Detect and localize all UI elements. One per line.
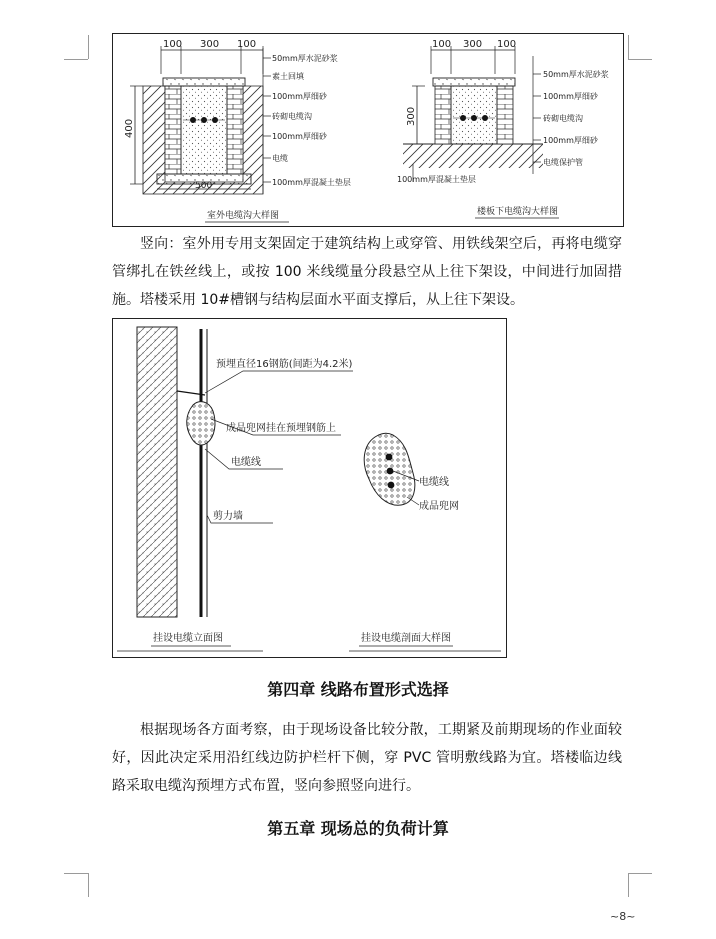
- right-dim-100a: 100: [432, 39, 452, 50]
- crop-mark: [64, 59, 88, 60]
- right-trench-section: [397, 39, 609, 218]
- crop-mark: [64, 873, 88, 874]
- label-cable-section: 电缆线: [419, 477, 449, 488]
- crop-mark: [88, 873, 89, 897]
- left-trench-section: [124, 39, 351, 222]
- right-height-dim: 300: [406, 106, 417, 126]
- cable-hanging-figure: [112, 318, 507, 658]
- left-callout: 100mm厚细砂: [272, 132, 327, 141]
- page-number: ~8~: [610, 910, 636, 923]
- left-callout: 100mm厚混凝土垫层: [272, 178, 351, 187]
- left-callout: 素土回填: [272, 72, 304, 81]
- label-shear-wall: 剪力墙: [213, 511, 243, 522]
- label-rebar: 预埋直径16钢筋(间距为4.2米): [216, 359, 353, 370]
- left-height-dim: 400: [124, 118, 135, 138]
- right-callout: 电缆保护管: [543, 158, 583, 167]
- cable-hanging-drawing: [113, 319, 506, 657]
- right-callout: 100mm厚细砂: [543, 136, 598, 145]
- right-callout: 100mm厚细砂: [543, 92, 598, 101]
- trench-section-figure: [112, 33, 624, 227]
- left-dim-100a: 100: [163, 39, 183, 50]
- right-bottom-note: 100mm厚混凝土垫层: [397, 175, 476, 184]
- right-dim-300: 300: [463, 39, 483, 50]
- label-net-section: 成品兜网: [419, 501, 459, 512]
- trench-section-drawing: [113, 34, 623, 226]
- right-callout: 50mm厚水泥砂浆: [543, 70, 609, 79]
- right-trench-caption: 楼板下电缆沟大样图: [477, 207, 559, 217]
- left-callout: 50mm厚水泥砂浆: [272, 54, 338, 63]
- paragraph-vertical-installation: 竖向：室外用专用支架固定于建筑结构上或穿管、用铁线架空后，再将电缆穿管绑扎在铁丝线上，或按 100 米线缆量分段悬空从上往下架设，中间进行加固措施。塔楼采用 10#槽钢与结构层面水平面支撑后，从上往下架设。: [112, 236, 622, 308]
- left-callout: 100mm厚细砂: [272, 92, 327, 101]
- right-dim-100b: 100: [497, 39, 517, 50]
- paragraph-route-selection: 根据现场各方面考察，由于现场设备比较分散，工期紧及前期现场的作业面较好，因此决定采用沿红线边防护栏杆下侧，穿 PVC 管明敷线路为宜。塔楼临边线路采取电缆沟预埋方式布置，竖向参照竖向进行。: [112, 722, 622, 794]
- label-cable: 电缆线: [231, 457, 261, 468]
- caption-section-detail: 挂设电缆剖面大样图: [361, 633, 451, 644]
- label-net-hang: 成品兜网挂在预埋钢筋上: [226, 423, 336, 434]
- left-width-dim: 500: [195, 181, 213, 191]
- right-callout: 砖砌电缆沟: [543, 114, 583, 123]
- left-callout: 砖砌电缆沟: [272, 112, 312, 121]
- left-callout: 电缆: [272, 154, 288, 163]
- crop-mark: [628, 35, 629, 59]
- left-trench-caption: 室外电缆沟大样图: [207, 211, 280, 221]
- left-dim-300: 300: [200, 39, 220, 50]
- caption-elevation: 挂设电缆立面图: [153, 633, 223, 644]
- chapter-5-title: 第五章 现场总的负荷计算: [267, 819, 449, 838]
- chapter-4-title: 第四章 线路布置形式选择: [267, 680, 449, 699]
- crop-mark: [628, 873, 629, 897]
- crop-mark: [88, 35, 89, 59]
- left-dim-100b: 100: [237, 39, 257, 50]
- crop-mark: [628, 873, 652, 874]
- crop-mark: [628, 59, 652, 60]
